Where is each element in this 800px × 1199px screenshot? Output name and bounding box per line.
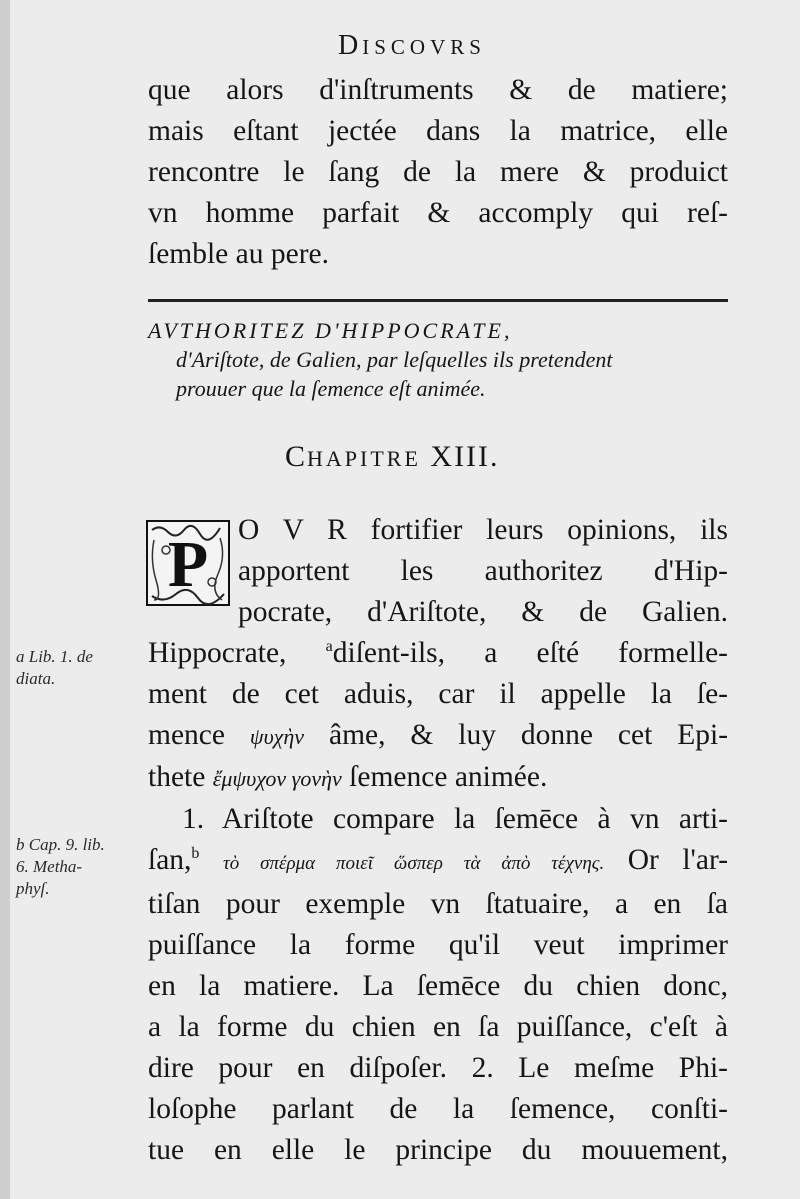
text-line: que alors d'inſtruments & de matiere; — [148, 74, 728, 106]
margin-note-line: phyſ. — [16, 879, 50, 898]
text-line: O V R fortifier leurs opinions, ils — [238, 514, 728, 546]
text-line: mais eſtant jectée dans la matrice, elle — [148, 115, 728, 147]
text-line — [148, 633, 728, 674]
margin-note-line: diata. — [16, 669, 56, 688]
section-title — [148, 316, 733, 403]
footnote-marker: b — [191, 845, 200, 863]
text-line: ſemble au pere. — [148, 238, 330, 270]
greek-phrase: ἔμψυχον γονὴν — [212, 766, 342, 791]
greek-phrase: τὸ σπέρμα ποιεῖ ὥσπερ τὰ ἀπὸ τέχνης. — [222, 853, 605, 874]
text-line: tiſan pour exemple vn ſtatuaire, a en ſa — [148, 888, 728, 920]
chapter-cap: C — [285, 440, 308, 473]
chapter-heading — [285, 440, 500, 474]
text-line — [148, 757, 728, 799]
section-rule — [148, 299, 728, 302]
text-fragment: Or l'ar- — [627, 844, 729, 876]
text-line: en la matiere. La ſemēce du chien donc, — [148, 970, 728, 1002]
text-line: apportent les authoritez d'Hip- — [238, 555, 728, 587]
chapter-body — [148, 510, 728, 1171]
section-title-line: AVTHORITEZ D'HIPPOCRATE, — [148, 318, 513, 343]
section-title-line: d'Ariſtote, de Galien, par leſquelles ils pretendent — [176, 347, 613, 372]
page-gutter — [0, 0, 10, 1199]
text-fragment: Hippocrate, — [148, 637, 287, 669]
chapter-rest: HAPITRE — [307, 446, 421, 471]
text-line: a la forme du chien en ſa puiſſance, c'eſt à — [148, 1011, 728, 1043]
section-title-line: prouuer que la ſemence eſt animée. — [176, 376, 486, 401]
header-rest: ISCOVRS — [362, 35, 486, 59]
header-cap: D — [338, 30, 363, 61]
text-line: puiſſance la forme qu'il veut imprimer — [148, 929, 728, 961]
running-header — [338, 30, 486, 62]
text-line: rencontre le ſang de la mere & produict — [148, 156, 728, 188]
text-line: dire pour en diſpoſer. 2. Le meſme Phi- — [148, 1052, 728, 1084]
text-fragment: âme, & luy donne cet Epi- — [328, 719, 729, 751]
margin-note-b — [16, 834, 105, 900]
margin-note-line: b Cap. 9. lib. — [16, 835, 105, 854]
footnote-marker: a — [325, 638, 333, 656]
text-line — [148, 840, 728, 884]
margin-note-a — [16, 646, 93, 690]
text-line: ment de cet aduis, car il appelle la ſe- — [148, 678, 728, 710]
chapter-numeral: XIII. — [430, 440, 500, 473]
text-fragment: thete — [148, 761, 206, 793]
text-fragment: mence — [148, 719, 225, 751]
text-line — [148, 715, 728, 757]
text-fragment: ſemence animée. — [349, 761, 548, 793]
text-line: pocrate, d'Ariſtote, & de Galien. — [238, 596, 728, 628]
margin-note-line: a Lib. 1. de — [16, 647, 93, 666]
text-line: vn homme parfait & accomply qui reſ- — [148, 197, 728, 229]
top-paragraph — [148, 70, 728, 275]
text-line: 1. Ariſtote compare la ſemēce à vn arti- — [182, 803, 728, 835]
text-line: tue en elle le principe du mouuement, — [148, 1134, 728, 1166]
text-fragment: diſent-ils, a eſté formelle- — [332, 637, 729, 669]
dropcap-letter: P — [167, 528, 209, 601]
greek-word: ψυχὴν — [249, 724, 305, 749]
margin-note-line: 6. Metha- — [16, 857, 83, 876]
text-line: loſophe parlant de la ſemence, conſti- — [148, 1093, 728, 1125]
text-fragment: ſan, — [148, 844, 192, 876]
